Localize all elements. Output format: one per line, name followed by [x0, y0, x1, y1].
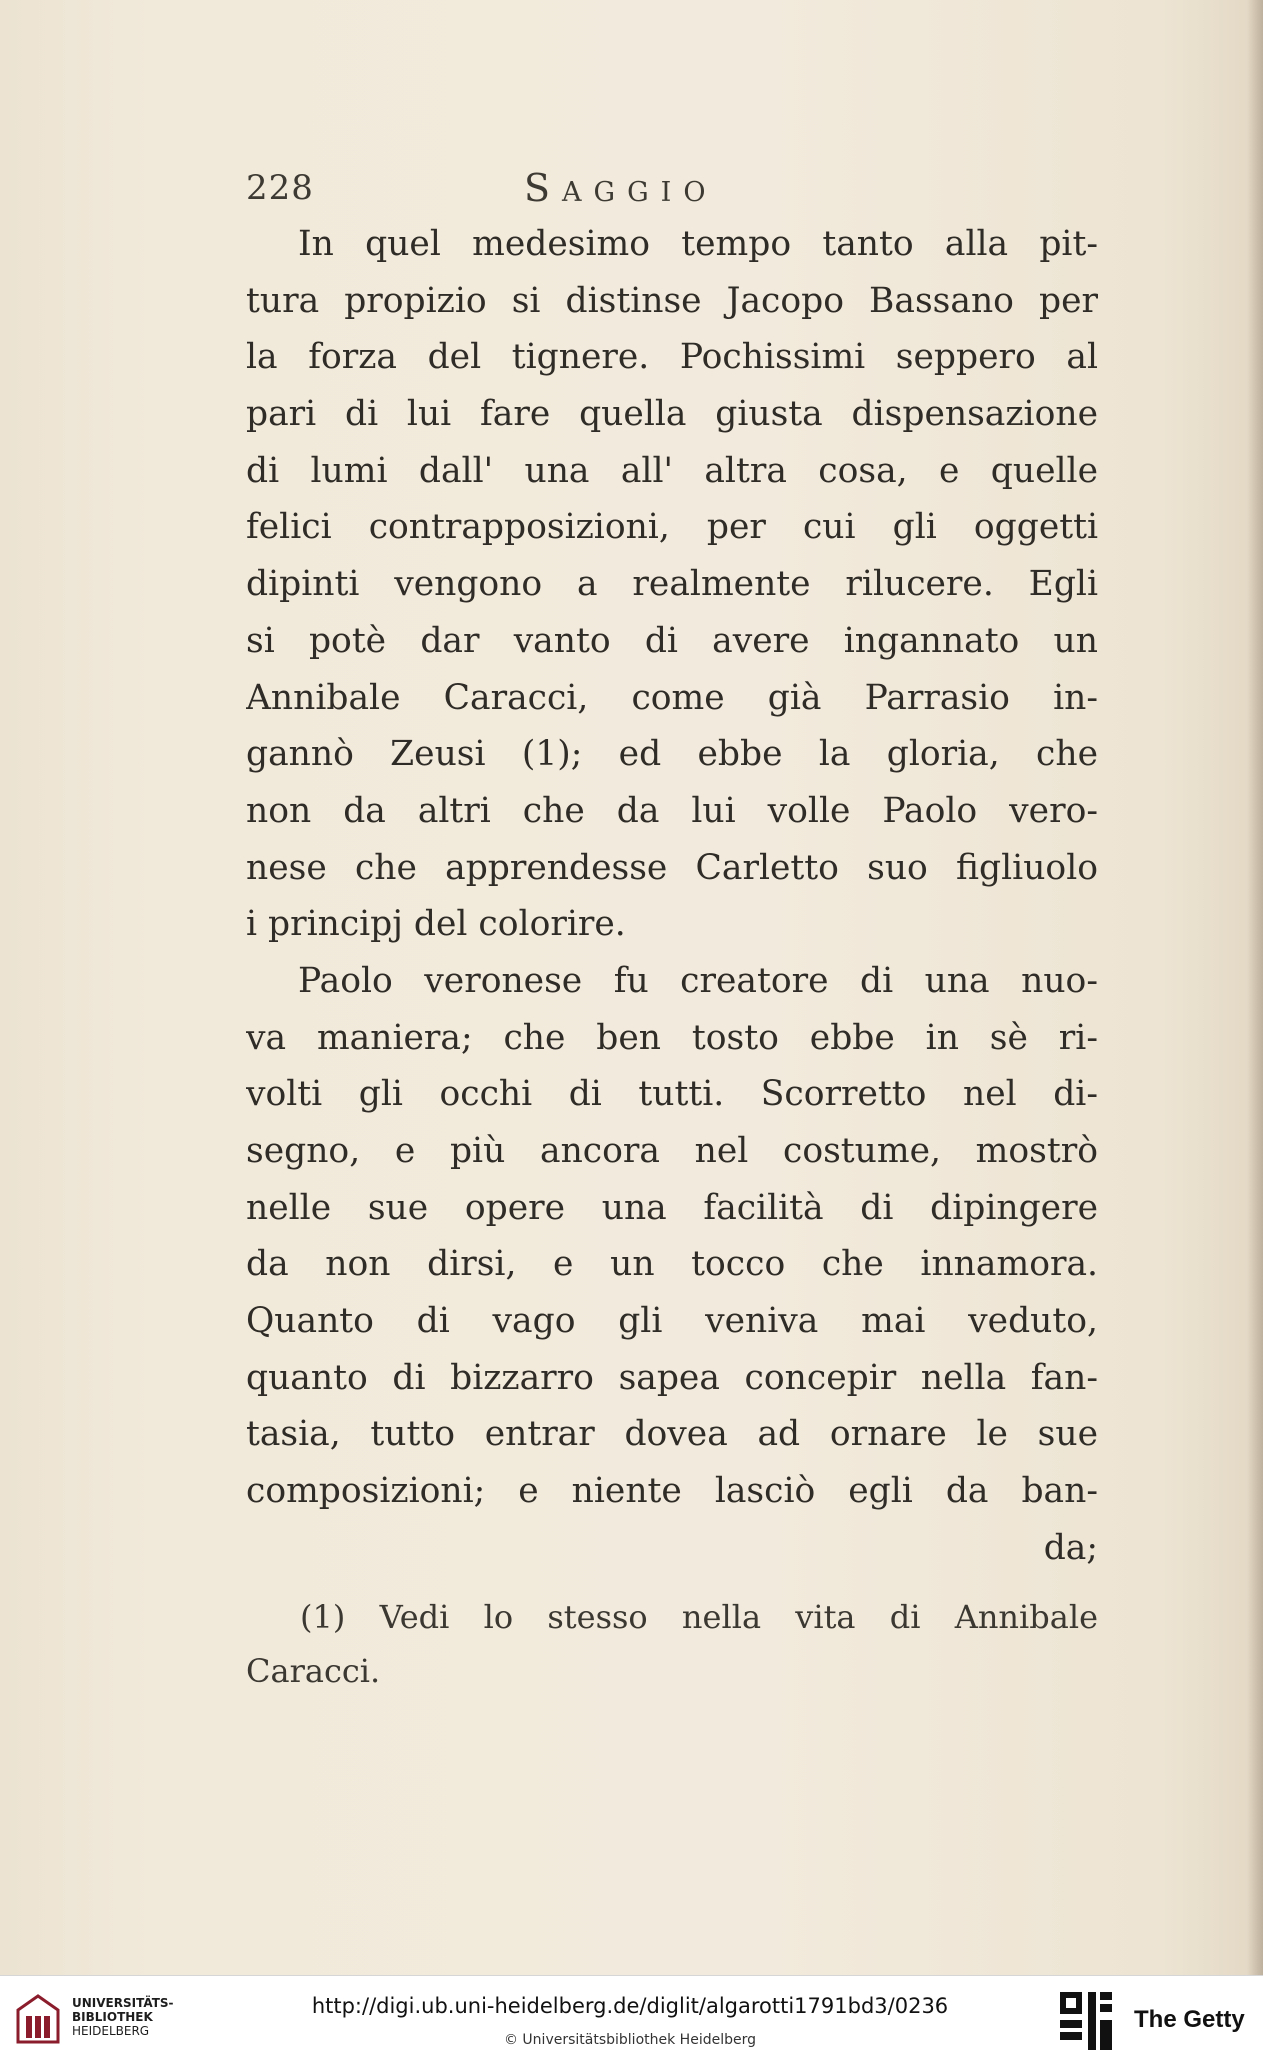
- university-library-name: UNIVERSITÄTS- BIBLIOTHEK HEIDELBERG: [72, 1996, 174, 2038]
- text-line: non da altri che da lui volle Paolo vero-: [246, 790, 1098, 831]
- text-line: si potè dar vanto di avere ingannato un: [246, 620, 1098, 661]
- footnote: [246, 1590, 1098, 1698]
- permalink-url[interactable]: http://digi.ub.uni-heidelberg.de/diglit/algarotti1791bd3/0236: [311, 1994, 949, 2018]
- text-line: In quel medesimo tempo tanto alla pit-: [298, 224, 1098, 264]
- copyright-notice: © Universitätsbibliothek Heidelberg: [503, 2032, 756, 2048]
- getty-name: The Getty: [1134, 2006, 1245, 2033]
- page-number: 228: [246, 168, 314, 208]
- text-line: la forza del tignere. Pochissimi seppero al: [246, 337, 1098, 378]
- running-title: Saggio: [524, 166, 718, 210]
- text-line: volti gli occhi di tutti. Scorretto nel di-: [246, 1074, 1098, 1115]
- text-line: segno, e più ancora nel costume, mostrò: [246, 1131, 1098, 1171]
- text-line: i principj del colorire.: [246, 904, 626, 945]
- page-edge-shadow: [1247, 0, 1263, 1975]
- text-line: gannò Zeusi (1); ed ebbe la gloria, che: [246, 734, 1098, 775]
- text-line: nese che apprendesse Carletto suo figliuolo: [246, 847, 1098, 888]
- footnote-line: (1) Vedi lo stesso nella vita di Annibale: [300, 1598, 1098, 1636]
- text-line: va maniera; che ben tosto ebbe in sè ri-: [246, 1017, 1098, 1058]
- text-line: Quanto di vago gli veniva mai veduto,: [246, 1301, 1098, 1342]
- text-line: Annibale Caracci, come già Parrasio in-: [246, 677, 1098, 718]
- footnote-line: Caracci.: [246, 1652, 381, 1690]
- text-line: pari di lui fare quella giusta dispensazione: [246, 394, 1098, 435]
- text-line: quanto di bizzarro sapea concepir nella fan-: [246, 1357, 1098, 1398]
- text-line: composizioni; e niente lasciò egli da ban-: [246, 1471, 1098, 1512]
- text-line: tasia, tutto entrar dovea ad ornare le sue: [246, 1414, 1098, 1455]
- page-header: [246, 168, 1113, 218]
- text-line: di lumi dall' una all' altra cosa, e quelle: [246, 450, 1098, 491]
- catchword: da;: [1043, 1527, 1098, 1568]
- text-line: nelle sue opere una facilità di dipingere: [246, 1187, 1098, 1228]
- body-text: [246, 216, 1098, 1577]
- text-line: Paolo veronese fu creatore di una nuo-: [298, 960, 1098, 1001]
- viewer-footer: [0, 1975, 1263, 2066]
- university-library-logo-icon: [12, 1992, 64, 2048]
- text-line: tura propizio si distinse Jacopo Bassano per: [246, 280, 1098, 321]
- text-line: da non dirsi, e un tocco che innamora.: [246, 1244, 1098, 1285]
- text-line: felici contrapposizioni, per cui gli oggetti: [246, 507, 1098, 548]
- text-line: dipinti vengono a realmente rilucere. Egli: [246, 564, 1098, 605]
- getty-logo-icon: [1058, 1990, 1114, 2052]
